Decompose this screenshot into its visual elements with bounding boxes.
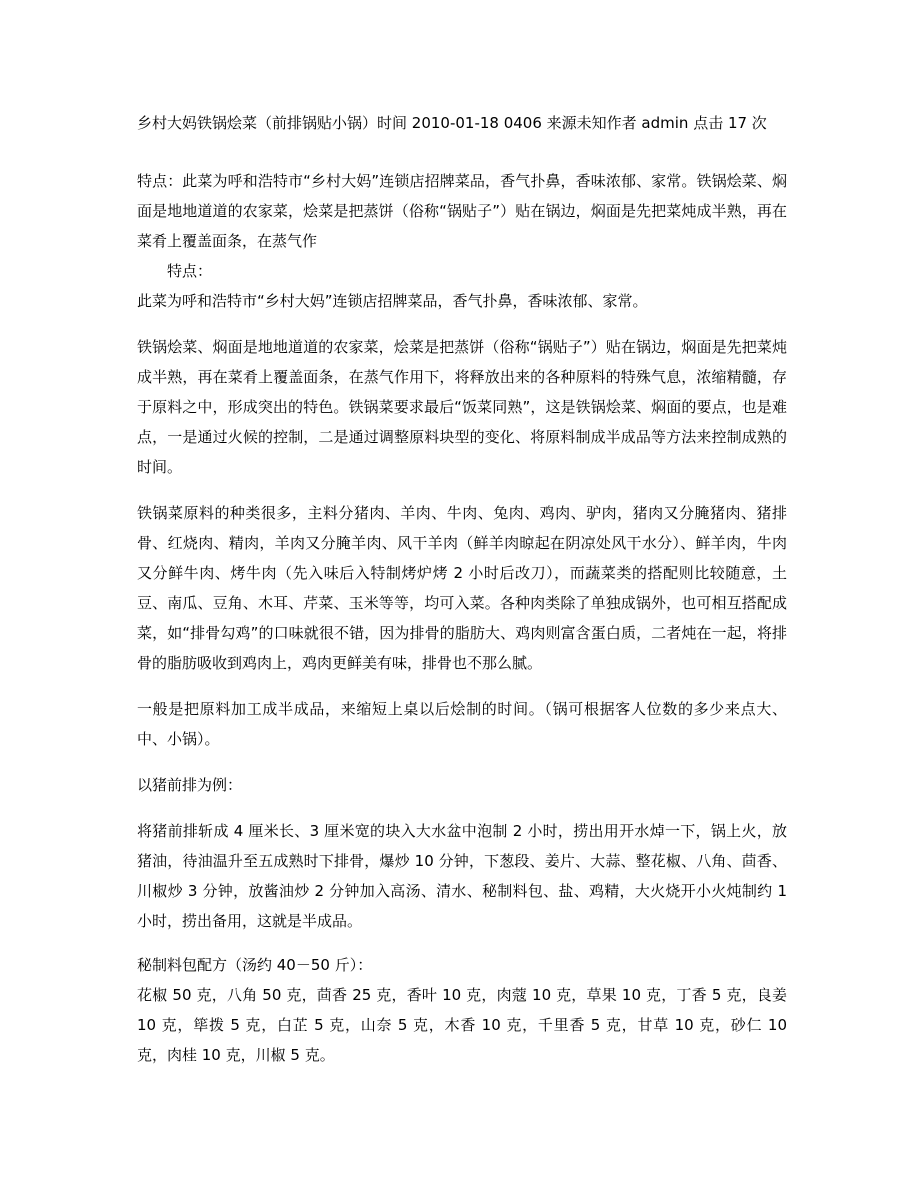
- document-page: [137, 108, 787, 1070]
- recipe-heading: 秘制料包配方（汤约 40－50 斤）：: [137, 956, 373, 974]
- ingredients-paragraph: 铁锅菜原料的种类很多，主料分猪肉、羊肉、牛肉、兔肉、鸡肉、驴肉，猪肉又分腌猪肉、猪排骨、红烧肉、精肉，羊肉又分腌羊肉、风干羊肉（鲜羊肉晾起在阴凉处风干水分）、鲜羊肉，牛肉又分鲜牛肉、烤牛肉（先入味后入特制烤炉烤 2 小时后改刀），而蔬菜类的搭配则比较随意，土豆、南瓜、豆角、木耳、芹菜、玉米等等，均可入菜。各种肉类除了单独成锅外，也可相互搭配成菜，如“排骨勾鸡”的口味就很不错，因为排骨的脂肪大、鸡肉则富含蛋白质，二者炖在一起，将排骨的脂肪吸收到鸡肉上，鸡肉更鲜美有味，排骨也不那么腻。: [137, 504, 787, 672]
- cooking-method-paragraph: 铁锅烩菜、焖面是地地道道的农家菜，烩菜是把蒸饼（俗称“锅贴子”）贴在锅边，焖面是先把菜炖成半熟，再在菜肴上覆盖面条，在蒸气作用下，将释放出来的各种原料的特殊气息，浓缩精髓，存于原料之中，形成突出的特色。铁锅菜要求最后“饭菜同熟”，这是铁锅烩菜、焖面的要点，也是难点，一是通过火候的控制，二是通过调整原料块型的变化、将原料制成半成品等方法来控制成熟的时间。: [137, 338, 787, 476]
- article-title: 乡村大妈铁锅烩菜（前排锅贴小锅）时间 2010-01-18 0406 来源未知作者 admin 点击 17 次: [137, 114, 767, 132]
- preparation-paragraph: 一般是把原料加工成半成品，来缩短上桌以后烩制的时间。（锅可根据客人位数的多少来点大、中、小锅）。: [137, 700, 787, 748]
- example-heading: 以猪前排为例：: [137, 776, 243, 794]
- recipe-ingredients: 花椒 50 克，八角 50 克，茴香 25 克，香叶 10 克，肉蔻 10 克，草果 10 克，丁香 5 克，良姜 10 克，筚拨 5 克，白芷 5 克，山奈 5 克，木香 10 克，千里香 5 克，甘草 10 克，砂仁 10 克，肉桂 10 克，川椒 5 克。: [137, 986, 787, 1064]
- feature-paragraph: 此菜为呼和浩特市“乡村大妈”连锁店招牌菜品，香气扑鼻，香味浓郁、家常。: [137, 292, 648, 310]
- feature-heading: 特点：: [167, 262, 213, 280]
- intro-paragraph: 特点：此菜为呼和浩特市“乡村大妈”连锁店招牌菜品，香气扑鼻，香味浓郁、家常。铁锅烩菜、焖面是地地道道的农家菜，烩菜是把蒸饼（俗称“锅贴子”）贴在锅边，焖面是先把菜炖成半熟，再在菜肴上覆盖面条，在蒸气作: [137, 172, 787, 250]
- pork-rib-method-paragraph: 将猪前排斩成 4 厘米长、3 厘米宽的块入大水盆中泡制 2 小时，捞出用开水焯一下，锅上火，放猪油，待油温升至五成熟时下排骨，爆炒 10 分钟，下葱段、姜片、大蒜、整花椒、八角、茴香、川椒炒 3 分钟，放酱油炒 2 分钟加入高汤、清水、秘制料包、盐、鸡精，大火烧开小火炖制约 1 小时，捞出备用，这就是半成品。: [137, 822, 787, 930]
